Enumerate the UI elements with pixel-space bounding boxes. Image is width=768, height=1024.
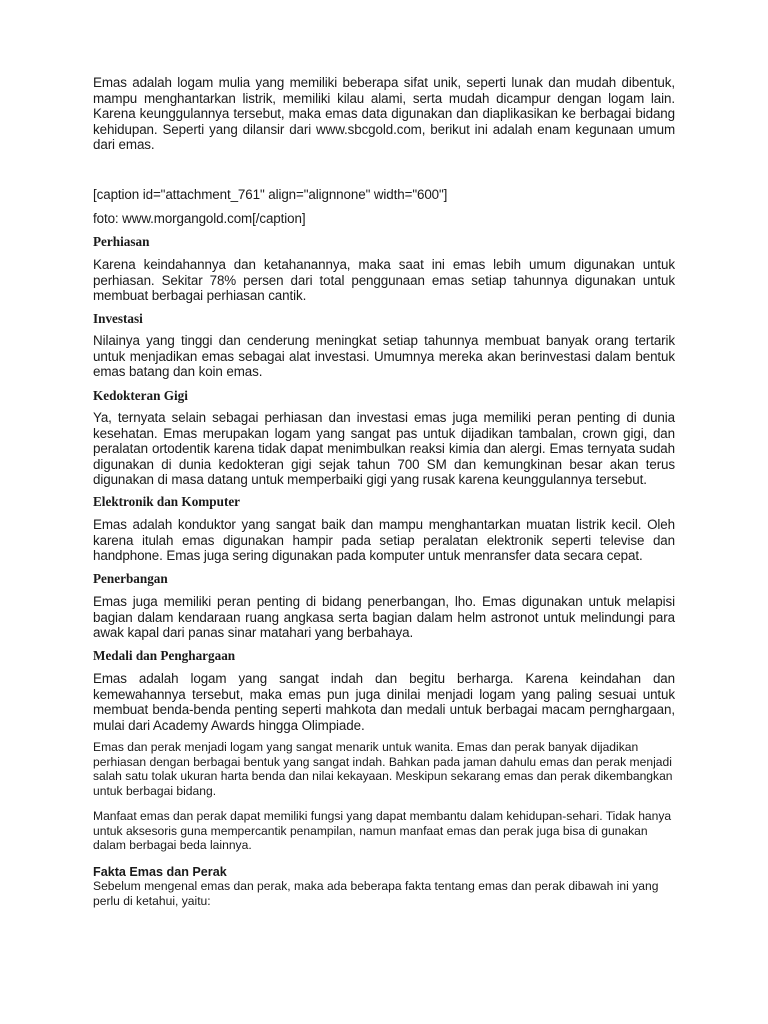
caption-close-shortcode: foto: www.morgangold.com[/caption] — [93, 211, 306, 226]
heading-fakta-emas-perak: Fakta Emas dan Perak — [93, 865, 227, 879]
section-heading-perhiasan: Perhiasan — [93, 234, 150, 249]
section-text-penerbangan: Emas juga memiliki peran penting di bidang penerbangan, lho. Emas digunakan untuk melapisi bagian dalam kendaraan ruang angkasa serta bagian dalam helm astronot untuk melindungi para awak kapal dari panas sinar matahari yang berbahaya. — [93, 594, 675, 641]
caption-open-shortcode: [caption id="attachment_761" align="alignnone" width="600"] — [93, 187, 448, 202]
paragraph-manfaat: Manfaat emas dan perak dapat memiliki fungsi yang dapat membantu dalam kehidupan-sehari. Tidak hanya untuk aksesoris guna mempercantik penampilan, namun manfaat emas dan perak juga bisa di gunakan dalam berbagai beda lainnya. — [93, 809, 672, 853]
paragraph-fakta: Sebelum mengenal emas dan perak, maka ada beberapa fakta tentang emas dan perak dibawah ini yang perlu di ketahui, yaitu: — [93, 879, 659, 908]
paragraph-emas-perak: Emas dan perak menjadi logam yang sangat menarik untuk wanita. Emas dan perak banyak dijadikan perhiasan dengan berbagai bentuk yang sangat indah. Bahkan pada jaman dahulu emas dan perak menjadi salah satu tolak ukuran harta benda dan nilai kekayaan. Meskipun sekarang emas dan perak dikembangkan untuk berbagai bidang. — [93, 740, 673, 798]
section-text-perhiasan: Karena keindahannya dan ketahanannya, maka saat ini emas lebih umum digunakan untuk perhiasan. Sekitar 78% persen dari total penggunaan emas setiap tahunnya digunakan untuk membuat berbagai perhiasan cantik. — [93, 257, 675, 304]
section-text-kedokteran-gigi: Ya, ternyata selain sebagai perhiasan dan investasi emas juga memiliki peran penting di dunia kesehatan. Emas merupakan logam yang sangat pas untuk dijadikan tambalan, crown gigi, dan peralatan ortodentik karena tidak dapat menimbulkan reaksi kimia dan alergi. Emas ternyata sudah digunakan di dunia kedokteran gigi sejak tahun 700 SM dan kemungkinan besar akan terus digunakan di masa datang untuk memperbaiki gigi yang rusak karena keunggulannya tersebut. — [93, 410, 675, 488]
section-text-elektronik: Emas adalah konduktor yang sangat baik dan mampu menghantarkan muatan listrik kecil. Oleh karena itulah emas digunakan hampir pada setiap peralatan elektronik seperti televise dan handphone. Emas juga sering digunakan pada komputer untuk menransfer data secara cepat. — [93, 517, 675, 564]
section-heading-kedokteran-gigi: Kedokteran Gigi — [93, 388, 188, 403]
section-heading-elektronik: Elektronik dan Komputer — [93, 494, 241, 509]
section-heading-investasi: Investasi — [93, 311, 143, 326]
section-heading-penerbangan: Penerbangan — [93, 571, 168, 586]
section-text-investasi: Nilainya yang tinggi dan cenderung meningkat setiap tahunnya membuat banyak orang tertarik untuk menjadikan emas sebagai alat investasi. Umumnya mereka akan berinvestasi dalam bentuk emas batang dan koin emas. — [93, 333, 675, 380]
section-text-medali: Emas adalah logam yang sangat indah dan begitu berharga. Karena keindahan dan kemewahannya tersebut, maka emas pun juga dinilai menjadi logam yang paling sesuai untuk membuat benda-benda penting seperti mahkota dan medali untuk berbagai macam pernghargaan, mulai dari Academy Awards hingga Olimpiade. — [93, 671, 675, 733]
intro-paragraph: Emas adalah logam mulia yang memiliki beberapa sifat unik, seperti lunak dan mudah dibentuk, mampu menghantarkan listrik, memiliki kilau alami, serta mudah dicampur dengan logam lain. Karena keunggulannya tersebut, maka emas data digunakan dan diaplikasikan ke berbagai bidang kehidupan. Seperti yang dilansir dari www.sbcgold.com, berikut ini adalah enam kegunaan umum dari emas. — [93, 75, 675, 153]
section-heading-medali: Medali dan Penghargaan — [93, 648, 236, 663]
